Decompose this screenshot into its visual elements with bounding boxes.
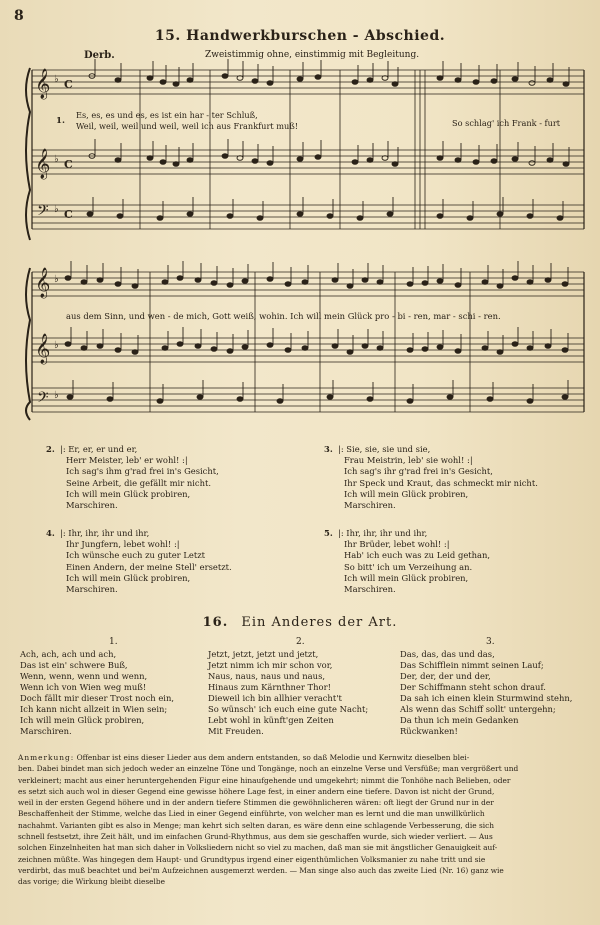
note-head	[227, 349, 233, 354]
note-head	[81, 346, 87, 351]
remark-line: ben. Dabei bindet man sich jedoch weder an einzelne Töne und Tongänge, noch an einzelne Verse und Versfüße; man vergrößert und	[18, 764, 519, 774]
note-head	[285, 348, 291, 353]
note-head	[187, 78, 193, 83]
verse-line: Dieweil ich bin allhier veracht't	[208, 693, 342, 703]
note-head	[392, 162, 398, 167]
note-head	[173, 82, 179, 87]
svg-text:♭: ♭	[54, 154, 59, 165]
svg-text:𝄞: 𝄞	[35, 69, 51, 99]
note-head	[332, 278, 338, 283]
note-head	[195, 344, 201, 349]
note-head	[187, 158, 193, 163]
note-head	[65, 342, 71, 347]
verse1-number: 1.	[56, 116, 65, 126]
verse-line: Wenn ich von Wien weg muß!	[20, 682, 147, 692]
stanza-line: Hab' ich euch was zu Leid gethan,	[344, 550, 491, 561]
stanza-line: |: Sie, sie, sie und sie,	[338, 444, 431, 454]
note-head	[437, 345, 443, 350]
note-head	[242, 345, 248, 350]
stanza-line: Marschiren.	[344, 584, 396, 595]
note-head	[297, 77, 303, 82]
note-head	[455, 283, 461, 288]
song15-title: 15. Handwerkburschen - Abschied.	[154, 28, 446, 44]
note-head	[557, 216, 563, 221]
note-head	[437, 76, 443, 81]
note-head	[367, 158, 373, 163]
note-head	[187, 212, 193, 217]
note-head	[97, 344, 103, 349]
note-head	[527, 280, 533, 285]
note-head	[81, 280, 87, 285]
verse-line: Lebt wohl in künft'gen Zeiten	[208, 715, 334, 725]
verse-line: Der Schiffmann steht schon drauf.	[400, 682, 546, 692]
stanza-2	[46, 444, 219, 511]
note-head	[467, 216, 473, 221]
verse1-line1: Es, es, es und es, es ist ein har - ter Schluß,	[76, 110, 258, 120]
col3-number: 3.	[486, 637, 495, 647]
verse-line: Das ist ein' schwere Buß,	[20, 660, 128, 670]
svg-text:♭: ♭	[54, 204, 59, 215]
stanza-line: Ich will mein Glück probiren,	[344, 488, 469, 499]
verse1-continuation: So schlag' ich Frank - furt	[452, 118, 561, 128]
note-head	[315, 155, 321, 160]
note-head	[132, 284, 138, 289]
note-head	[487, 397, 493, 402]
note-head	[315, 75, 321, 80]
note-head	[227, 214, 233, 219]
note-head	[115, 348, 121, 353]
stanza-number: 2.	[46, 444, 55, 454]
stanza-line: |: Ihr, ihr, ihr und ihr,	[338, 528, 428, 538]
note-head	[67, 395, 73, 400]
verse-line: Das Schifflein nimmt seinen Lauf;	[400, 660, 544, 670]
note-head	[437, 156, 443, 161]
stanza-line: Ich will mein Glück probiren,	[66, 488, 191, 499]
note-head	[387, 212, 393, 217]
note-head	[422, 281, 428, 286]
note-head	[267, 343, 273, 348]
note-head	[157, 399, 163, 404]
remark-heading: Anmerkung:	[18, 753, 75, 762]
remark-line: schnell festsetzt, ihre Zeit hält, und im einfachen Grund-Rhythmus, aus dem sie geschaffen wurde, sich wieder verliert. — Aus	[18, 832, 493, 842]
note-head	[242, 279, 248, 284]
stanza-line: Herr Meister, leb' er wohl! :|	[66, 455, 188, 466]
note-head	[527, 214, 533, 219]
note-head	[132, 350, 138, 355]
note-head	[147, 76, 153, 81]
stanza-line: Frau Meistrin, leb' sie wohl! :|	[344, 455, 473, 466]
remark-line-1	[18, 752, 584, 763]
verse-line: Da sah ich einen klein Sturmwind stehn,	[400, 693, 573, 703]
note-head	[527, 399, 533, 404]
page-number: 8	[14, 8, 24, 24]
note-head	[512, 77, 518, 82]
verse-line: Doch fällt mir dieser Trost noch ein,	[20, 693, 175, 703]
note-head	[115, 78, 121, 83]
note-head	[473, 160, 479, 165]
note-head	[482, 346, 488, 351]
note-head	[547, 158, 553, 163]
note-head	[115, 158, 121, 163]
stanza-line: Ich sag's ihm g'rad frei in's Gesicht,	[66, 466, 219, 477]
performance-note: Zweistimmig ohne, einstimmig mit Begleitung.	[205, 50, 420, 60]
verse-line: Ich kann nicht allzeit in Wien sein;	[20, 704, 168, 714]
song16-column-1	[20, 649, 174, 737]
verse-line: Rückwanken!	[400, 726, 458, 736]
note-head	[352, 80, 358, 85]
svg-text:♭: ♭	[54, 74, 59, 85]
note-head	[115, 282, 121, 287]
svg-text:C: C	[64, 158, 73, 171]
note-head	[65, 276, 71, 281]
note-head	[267, 161, 273, 166]
note-head	[392, 82, 398, 87]
note-head	[497, 212, 503, 217]
note-head	[473, 80, 479, 85]
remark-line: zeichnen müßte. Was hingegen dem Haupt- und Grundtypus irgend einer eigenthümlichen Volksmanier zu nahe tritt und sie	[18, 854, 486, 864]
stanza-line: Ich wünsche euch zu guter Letzt	[66, 550, 205, 561]
stanza-number: 4.	[46, 528, 55, 538]
note-head	[512, 276, 518, 281]
stanza-line: So bitt' ich um Verzeihung an.	[344, 561, 473, 572]
note-head	[545, 344, 551, 349]
svg-text:C: C	[64, 208, 73, 221]
note-head	[267, 81, 273, 86]
stanza-line: Ich sag's ihr g'rad frei in's Gesicht,	[344, 466, 493, 477]
note-head	[377, 280, 383, 285]
note-head	[297, 212, 303, 217]
note-head	[362, 278, 368, 283]
note-head	[407, 348, 413, 353]
note-head	[147, 156, 153, 161]
note-head	[277, 399, 283, 404]
tempo-marking: Derb.	[84, 50, 115, 61]
stanza-line: Ich will mein Glück probiren,	[66, 572, 191, 583]
svg-text:𝄞: 𝄞	[35, 334, 51, 364]
note-head	[227, 283, 233, 288]
verse-line: Mit Freuden.	[208, 726, 264, 736]
note-head	[160, 160, 166, 165]
verse-line: Jetzt, jetzt, jetzt und jetzt,	[208, 649, 319, 659]
note-head	[357, 216, 363, 221]
verse1-line2: Weil, weil, weil und weil, weil ich aus Frankfurt muß!	[76, 121, 299, 131]
note-head	[562, 282, 568, 287]
verse-line: Wenn, wenn, wenn und wenn,	[20, 671, 148, 681]
col1-number: 1.	[109, 637, 118, 647]
note-head	[512, 157, 518, 162]
song16-column-3	[400, 649, 572, 737]
song16-column-2	[208, 649, 368, 737]
verse-line: Als wenn das Schiff sollt' untergehn;	[400, 704, 556, 714]
note-head	[562, 348, 568, 353]
note-head	[563, 162, 569, 167]
verse-line: Der, der, der und der,	[400, 671, 491, 681]
note-head	[211, 281, 217, 286]
note-head	[377, 346, 383, 351]
note-head	[162, 280, 168, 285]
note-head	[87, 212, 93, 217]
stanza-number: 3.	[324, 444, 333, 454]
system2-lyrics: aus dem Sinn, und wen - de mich, Gott weiß, wohin. Ich will mein Glück pro - bi - ren, mar - schi - ren.	[66, 311, 501, 321]
note-head	[297, 157, 303, 162]
stanza-line: |: Ihr, ihr, ihr und ihr,	[60, 528, 150, 538]
note-head	[455, 349, 461, 354]
stanza-4	[46, 528, 232, 595]
note-head	[497, 284, 503, 289]
svg-text:♭: ♭	[54, 390, 59, 401]
note-head	[491, 79, 497, 84]
verse-line: Da thun ich mein Gedanken	[400, 715, 519, 725]
verse-line: So wünsch' ich euch eine gute Nacht;	[208, 704, 369, 714]
svg-text:C: C	[64, 78, 73, 91]
note-head	[252, 159, 258, 164]
svg-text:♭: ♭	[54, 274, 59, 285]
note-head	[491, 159, 497, 164]
note-head	[157, 216, 163, 221]
note-head	[302, 346, 308, 351]
sheet-music	[0, 0, 600, 430]
note-head	[177, 276, 183, 281]
stanza-line: Ihr Brüder, lebet wohl! :|	[344, 539, 450, 550]
note-head	[562, 395, 568, 400]
note-head	[97, 278, 103, 283]
stanza-line: Ich will mein Glück probiren,	[344, 572, 469, 583]
verse-line: Das, das, das und das,	[400, 649, 495, 659]
stanza-line: Ihr Speck und Kraut, das schmeckt mir nicht.	[344, 477, 538, 488]
stanza-line: Marschiren.	[344, 500, 396, 511]
note-head	[302, 280, 308, 285]
note-head	[332, 344, 338, 349]
stanza-line: Marschiren.	[66, 500, 118, 511]
remark-line: es setzt sich auch wol in dieser Gegend eine gewisse höhere Lage fest, in einer andern eine tiefere. Davon ist nicht der Grund,	[18, 786, 495, 796]
song16-title	[0, 615, 600, 630]
remark	[18, 752, 584, 888]
note-head	[545, 278, 551, 283]
note-head	[162, 346, 168, 351]
note-head	[327, 395, 333, 400]
svg-text:𝄞: 𝄞	[35, 149, 51, 179]
note-head	[177, 342, 183, 347]
verse-line: Ich will mein Glück probiren,	[20, 715, 145, 725]
note-head	[422, 347, 428, 352]
note-head	[347, 284, 353, 289]
note-head	[437, 214, 443, 219]
verse-line: Naus, naus, naus und naus,	[208, 671, 326, 681]
note-head	[197, 395, 203, 400]
note-head	[222, 74, 228, 79]
remark-line: das vorige; die Wirkung bleibt dieselbe	[18, 877, 165, 887]
note-head	[547, 78, 553, 83]
col2-number: 2.	[296, 637, 305, 647]
svg-text:𝄞: 𝄞	[35, 268, 51, 298]
stanza-line: Marschiren.	[66, 584, 118, 595]
note-head	[211, 347, 217, 352]
note-head	[257, 216, 263, 221]
note-head	[107, 397, 113, 402]
note-head	[267, 277, 273, 282]
verse-line: Hinaus zum Kärnthner Thor!	[208, 682, 331, 692]
note-head	[455, 78, 461, 83]
svg-text:𝄢: 𝄢	[37, 202, 49, 223]
song16-number: 16.	[202, 615, 229, 630]
svg-text:𝄢: 𝄢	[37, 389, 49, 410]
note-head	[173, 162, 179, 167]
note-head	[447, 395, 453, 400]
note-head	[529, 81, 535, 86]
note-head	[362, 344, 368, 349]
stanza-line: Seine Arbeit, die gefällt mir nicht.	[66, 477, 212, 488]
note-head	[347, 350, 353, 355]
note-head	[160, 80, 166, 85]
remark-line: verkleinert; macht aus einer heruntergehenden Figur eine hinaufgehende und umgekehrt; nimmt die Tonhöhe nach Belieben, oder	[18, 775, 511, 785]
note-head	[482, 280, 488, 285]
song16-title-text: Ein Anderes der Art.	[241, 615, 398, 630]
note-head	[407, 282, 413, 287]
verse-line: Ach, ach, ach und ach,	[20, 649, 117, 659]
note-head	[497, 350, 503, 355]
stanza-line: Einen Andern, der meine Stell' ersetzt.	[66, 561, 232, 572]
note-head	[512, 342, 518, 347]
stanza-line: |: Er, er, er und er,	[60, 444, 138, 454]
note-head	[117, 214, 123, 219]
note-head	[437, 279, 443, 284]
remark-line: solchen Einzelnheiten hat man sich daher in Volksliedern nicht so viel zu machen, daß man sie mit ängstlicher Genauigkeit auf-	[18, 843, 498, 853]
note-head	[367, 78, 373, 83]
note-head	[237, 397, 243, 402]
note-head	[407, 399, 413, 404]
remark-line: weil in der ersten Gegend höhere und in der andern tiefere Stimmen die gewöhnlicheren wären: oft liegt der Grund nur in der	[18, 798, 494, 808]
note-head	[455, 158, 461, 163]
note-head	[529, 161, 535, 166]
note-head	[222, 154, 228, 159]
stanza-line: Ihr Jungfern, lebet wohl! :|	[66, 539, 180, 550]
remark-line: nachahmt. Varianten gibt es also in Menge; man kehrt sich selten daran, es wäre denn eine schlagende Verbesserung, die sich	[18, 820, 495, 830]
remark-line: verdirbt, das muß beachtet und bei'm Aufzeichnen ausgemerzt werden. — Man singe also auch das zweite Lied (Nr. 16) ganz wie	[18, 865, 504, 875]
stanza-3	[324, 444, 538, 511]
verse-line: Marschiren.	[20, 726, 72, 736]
verse-line: Jetzt nimm ich mir schon vor,	[208, 660, 333, 670]
note-head	[367, 397, 373, 402]
stanza-number: 5.	[324, 528, 333, 538]
note-head	[563, 82, 569, 87]
note-head	[327, 214, 333, 219]
note-head	[252, 79, 258, 84]
svg-text:♭: ♭	[54, 340, 59, 351]
note-head	[195, 278, 201, 283]
note-head	[285, 282, 291, 287]
remark-line: Beschaffenheit der Stimme, welche das Lied in einer Gegend einführte, von welcher man es lernt und die man unwillkürlich	[18, 809, 485, 819]
remark-text: Offenbar ist eins dieser Lieder aus dem andern entstanden, so daß Melodie und Kernwitz dieselben blei-	[76, 753, 470, 762]
note-head	[352, 160, 358, 165]
stanza-5	[324, 528, 491, 595]
note-head	[527, 346, 533, 351]
